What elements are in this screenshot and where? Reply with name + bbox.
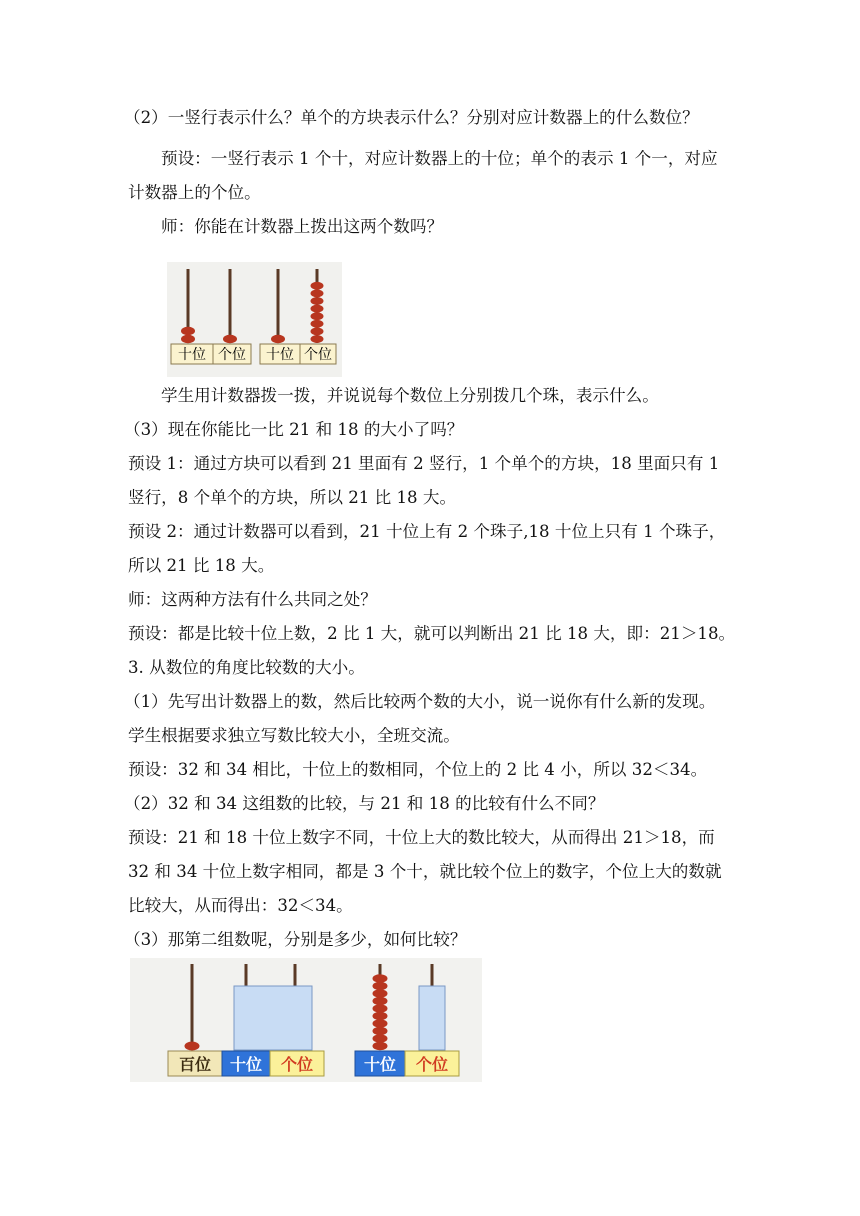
subq-2-text: （2）32 和 34 这组数的比较，与 21 和 18 的比较有什么不同？ (124, 794, 605, 813)
covered-beads-box (234, 986, 312, 1050)
subq-3-text: （3）那第二组数呢，分别是多少，如何比较？ (124, 930, 467, 949)
tens-label: 十位 (266, 347, 294, 363)
bead (373, 1019, 388, 1027)
preset-diff-line3: 比较大，从而得出：32＜34。 (128, 896, 353, 915)
question-3-text: （3）现在你能比一比 21 和 18 的大小了吗？ (124, 420, 464, 439)
student-activity: 学生用计数器拨一拨，并说说每个数位上分别拨几个珠，表示什么。 (161, 386, 659, 405)
bead (311, 297, 324, 305)
preset-2-line1: 预设 2：通过计数器可以看到，21 十位上有 2 个珠子,18 十位上只有 1 个珠子， (128, 522, 726, 541)
bead (311, 282, 324, 290)
abacus-illustration (167, 262, 342, 377)
bead (223, 335, 237, 343)
bead (311, 290, 324, 298)
tens-bead-stack (373, 974, 388, 1050)
ones-label: 个位 (218, 347, 246, 363)
bead (185, 1042, 200, 1051)
bead (311, 312, 324, 320)
bead (373, 1012, 388, 1020)
teacher-common-question: 师：这两种方法有什么共同之处？ (128, 590, 377, 609)
section-3-heading: 3. 从数位的角度比较数的大小。 (128, 658, 365, 677)
preset-32-34: 预设：32 和 34 相比，十位上的数相同，个位上的 2 比 4 小，所以 32＜34。 (128, 760, 708, 779)
preset-diff-line1: 预设：21 和 18 十位上数字不同，十位上大的数比较大，从而得出 21＞18，而 (128, 828, 715, 847)
ones-label: 个位 (280, 1055, 314, 1074)
bead (373, 1042, 388, 1050)
abacus-illustration-2 (130, 958, 482, 1082)
preset-1-line1: 预设 1：通过方块可以看到 21 里面有 2 竖行，1 个单个的方块，18 里面只有 1 (128, 454, 720, 473)
preset-text-line2: 计数器上的个位。 (128, 183, 261, 202)
question-2-text: （2）一竖行表示什么？单个的方块表示什么？分别对应计数器上的什么数位？ (124, 108, 699, 127)
subq-1-text: （1）先写出计数器上的数，然后比较两个数的大小，说一说你有什么新的发现。 (124, 692, 716, 711)
bead (373, 997, 388, 1005)
bead (311, 320, 324, 328)
bead (373, 1034, 388, 1042)
bead (373, 989, 388, 997)
bead (311, 335, 324, 343)
student-write-compare: 学生根据要求独立写数比较大小，全班交流。 (128, 726, 460, 745)
tens-label: 十位 (178, 347, 206, 363)
teacher-question: 师：你能在计数器上拨出这两个数吗？ (161, 217, 444, 236)
preset-diff-line2: 32 和 34 十位上数字相同，都是 3 个十，就比较个位上的数字，个位上大的数就 (128, 862, 722, 881)
bead (181, 327, 195, 335)
bead (373, 974, 388, 982)
tens-label: 十位 (229, 1055, 263, 1074)
hundreds-label: 百位 (178, 1055, 212, 1074)
tens-label: 十位 (363, 1055, 397, 1074)
preset-common: 预设：都是比较十位上数，2 比 1 大，就可以判断出 21 比 18 大，即：21＞18。 (128, 624, 736, 643)
bead (373, 1027, 388, 1035)
bead (271, 335, 285, 343)
preset-1-line2: 竖行，8 个单个的方块，所以 21 比 18 大。 (128, 488, 457, 507)
bead (373, 982, 388, 990)
ones-label: 个位 (415, 1055, 449, 1074)
ones-bead-stack (311, 282, 324, 343)
counter-figure-group-2 (130, 958, 482, 1082)
preset-text-line1: 预设：一竖行表示 1 个十，对应计数器上的十位；单个的表示 1 个一，对应 (161, 149, 718, 168)
bead (311, 305, 324, 313)
preset-2-line2: 所以 21 比 18 大。 (128, 556, 275, 575)
bead (373, 1004, 388, 1012)
bead (181, 335, 195, 343)
ones-label: 个位 (304, 347, 332, 363)
bead (311, 328, 324, 336)
covered-beads-box (419, 986, 445, 1050)
counter-figure-21-18 (167, 262, 342, 377)
